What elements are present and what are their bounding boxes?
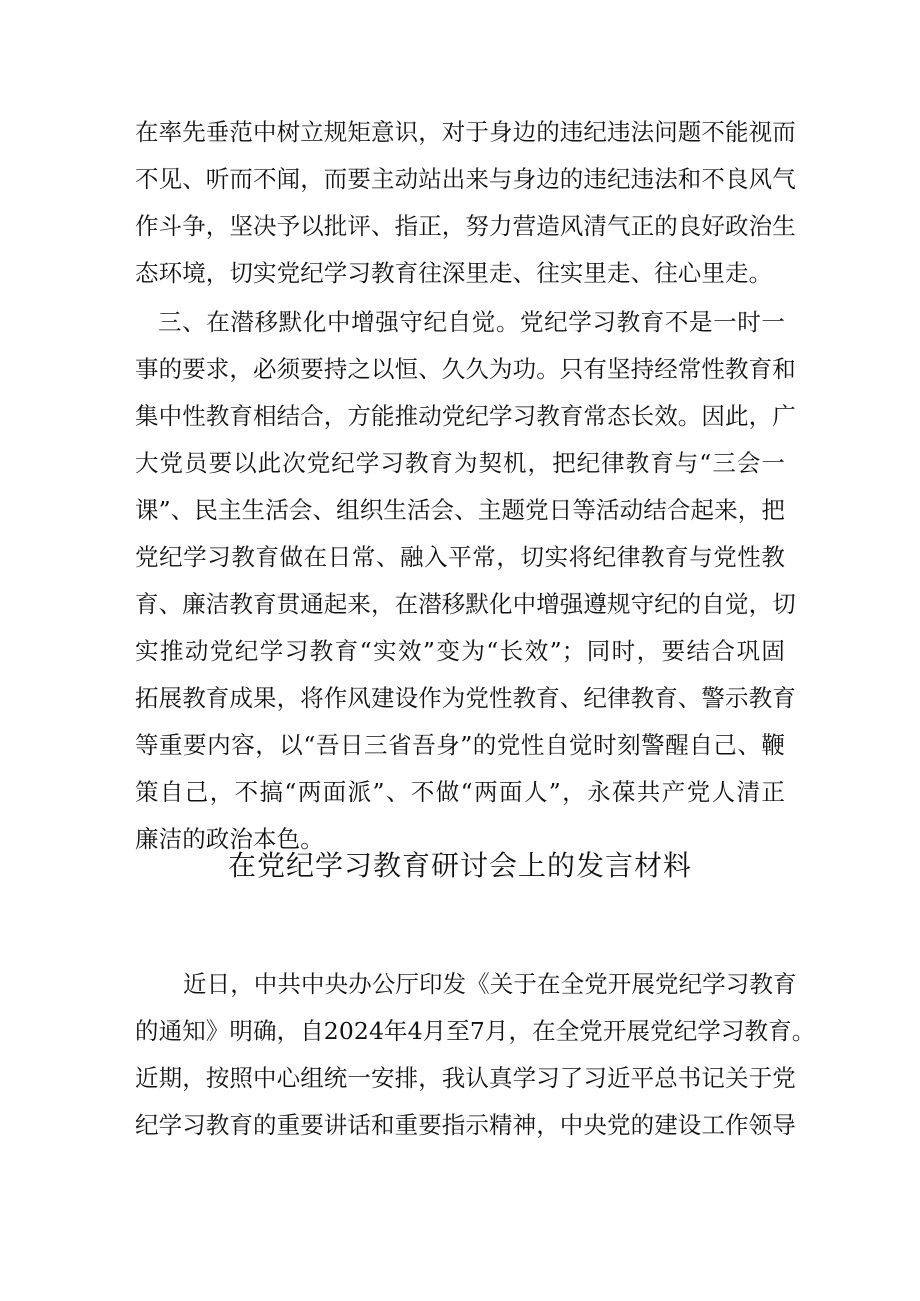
paragraph-line: 近日，中共中央办公厅印发《关于在全党开展党纪学习教育 (183, 970, 797, 998)
paragraph-line: 拓展教育成果，将作风建设作为党性教育、纪律教育、警示教育 (135, 684, 796, 712)
paragraph-line: 作斗争，坚决予以批评、指正，努力营造风清气正的良好政治生 (135, 212, 796, 240)
paragraph-line: 廉洁的政治本色。 (135, 825, 324, 853)
paragraph-line: 策自己，不搞“两面派”、不做“两面人”，永葆共产党人清正 (135, 778, 785, 806)
paragraph-line: 的通知》明确，自2024年4月至7月，在全党开展党纪学习教育。 (135, 1017, 816, 1045)
paragraph-line: 党纪学习教育做在日常、融入平常，切实将纪律教育与党性教 (135, 543, 785, 571)
paragraph-line: 在率先垂范中树立规矩意识，对于身边的违纪违法问题不能视而 (135, 118, 796, 146)
paragraph-line: 课”、民主生活会、组织生活会、主题党日等活动结合起来，把 (135, 496, 785, 524)
paragraph-line: 纪学习教育的重要讲话和重要指示精神，中央党的建设工作领导 (135, 1111, 796, 1139)
document-title: 在党纪学习教育研讨会上的发言材料 (227, 849, 692, 882)
paragraph-line: 实推动党纪学习教育“实效”变为“长效”；同时，要结合巩固 (135, 637, 785, 665)
paragraph-line: 近期，按照中心组统一安排，我认真学习了习近平总书记关于党 (135, 1064, 796, 1092)
paragraph-line: 态环境，切实党纪学习教育往深里走、往实里走、往心里走。 (135, 259, 773, 287)
paragraph-line: 等重要内容，以“吾日三省吾身”的党性自觉时刻警醒自己、鞭 (135, 731, 785, 759)
paragraph-line: 大党员要以此次党纪学习教育为契机，把纪律教育与“三会一 (135, 449, 785, 477)
paragraph-line: 集中性教育相结合，方能推动党纪学习教育常态长效。因此，广 (135, 402, 796, 430)
paragraph-line: 不见、听而不闻，而要主动站出来与身边的违纪违法和不良风气 (135, 165, 796, 193)
section-heading-line: 三、在潜移默化中增强守纪自觉。党纪学习教育不是一时一 (158, 308, 785, 336)
paragraph-line: 育、廉洁教育贯通起来，在潜移默化中增强遵规守纪的自觉，切 (135, 590, 796, 618)
paragraph-line: 事的要求，必须要持之以恒、久久为功。只有坚持经常性教育和 (135, 355, 796, 383)
